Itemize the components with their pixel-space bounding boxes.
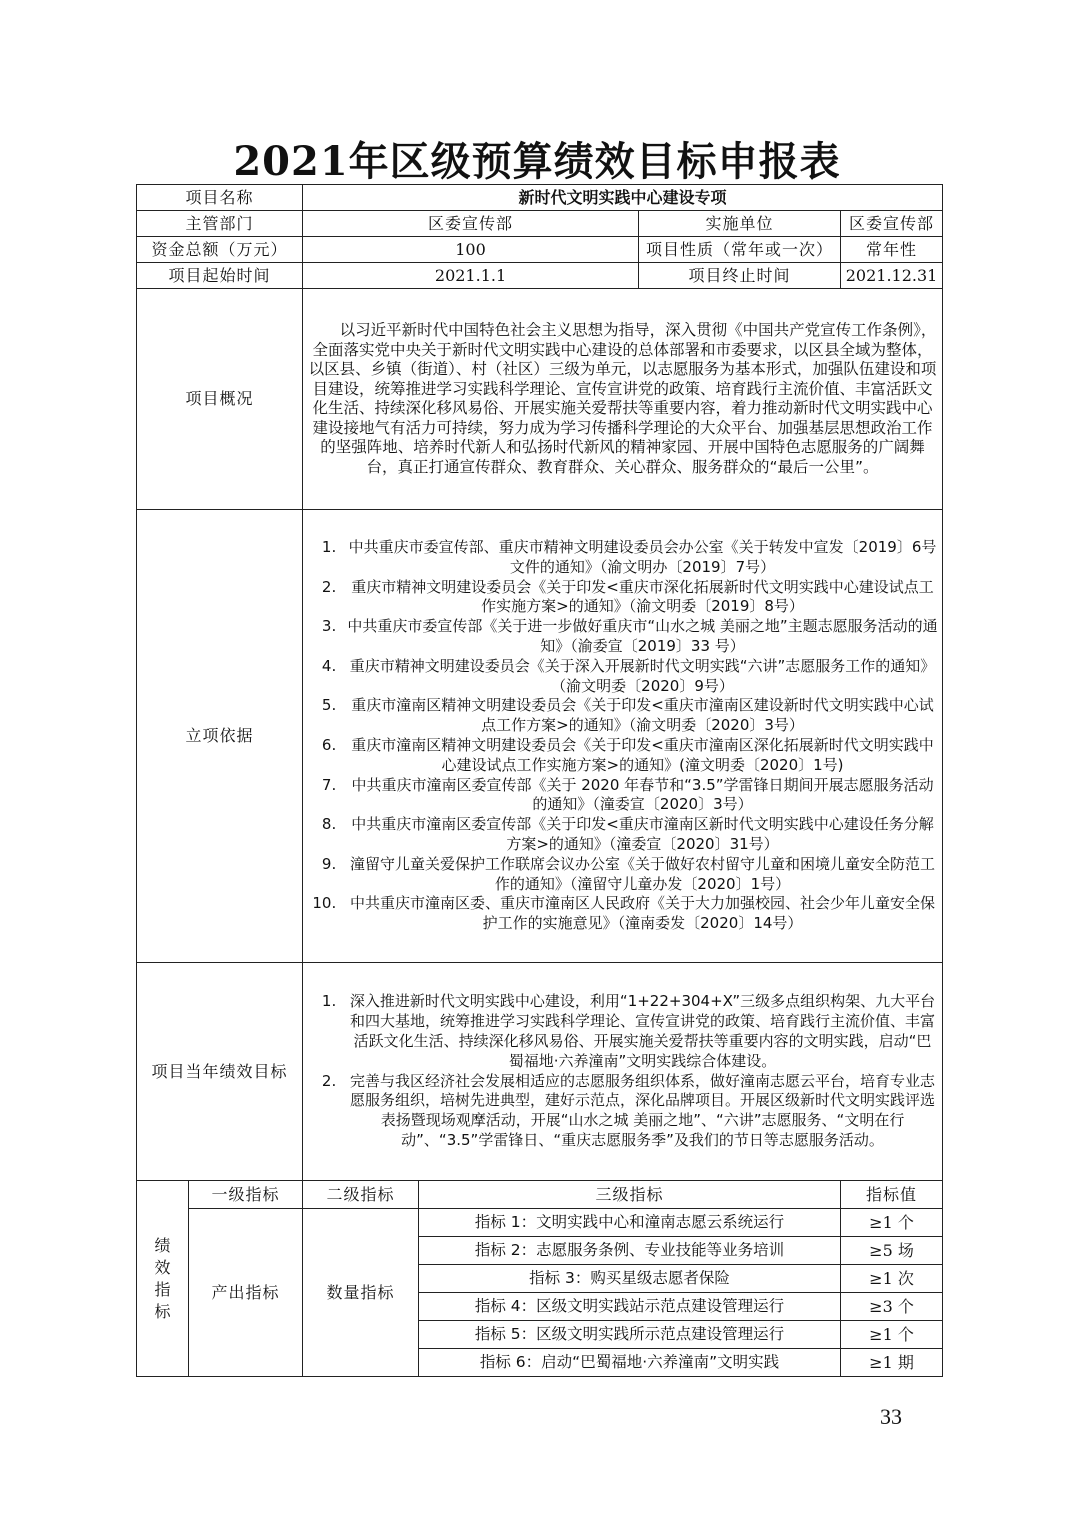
row-project-name [137, 185, 943, 211]
indicator-value: ≥1 期 [841, 1349, 943, 1377]
nature-value: 常年性 [841, 237, 943, 263]
basis-item: 1. 中共重庆市委宣传部、重庆市精神文明建设委员会办公室《关于转发中宣发〔2019〕6号文件的通知》（渝文明办〔2019〕7号） [341, 538, 938, 578]
basis-item: 7. 中共重庆市潼南区委宣传部《关于 2020 年春节和“3.5”学雷锋日期间开展志愿服务活动的通知》（潼委宣〔2020〕3号） [341, 776, 938, 816]
overview-text: 以习近平新时代中国特色社会主义思想为指导，深入贯彻《中国共产党宣传工作条例》，全面落实党中央关于新时代文明实践中心建设的总体部署和市委要求，以区县全域为整体，以区县、乡镇（街道）、村（社区）三级为单元，以志愿服务为基本形式，加强队伍建设和项目建设，统筹推进学习实践科学理论、宣传宣讲党的政策、培育践行主流价值、丰富活跃文化生活、持续深化移风易俗、开展实施关爱帮扶等重要内容，着力推动新时代文明实践中心建设接地气有活力可持续，努力成为学习传播科学理论的大众平台、加强基层思想政治工作的坚强阵地、培养时代新人和弘扬时代新风的精神家园、开展中国特色志愿服务的广阔舞台，真正打通宣传群众、教育群众、关心群众、服务群众的“最后一公里”。 [303, 289, 943, 510]
row-overview [137, 289, 943, 510]
basis-item: 9. 潼留守儿童关爱保护工作联席会议办公室《关于做好农村留守儿童和困境儿童安全防范工作的通知》（潼留守儿童办发〔2020〕1号） [341, 855, 938, 895]
row-time [137, 263, 943, 289]
indicator-row [137, 1209, 943, 1237]
dept-value: 区委宣传部 [303, 211, 639, 237]
project-name-value: 新时代文明实践中心建设专项 [303, 185, 943, 211]
dept-label: 主管部门 [137, 211, 303, 237]
indicator-header-row [137, 1181, 943, 1209]
row-basis [137, 510, 943, 963]
indicator-name: 指标 3：购买星级志愿者保险 [419, 1265, 841, 1293]
row-department [137, 211, 943, 237]
funds-label: 资金总额（万元） [137, 237, 303, 263]
indicator-name: 指标 5：区级文明实践所示范点建设管理运行 [419, 1321, 841, 1349]
end-time-value: 2021.12.31 [841, 263, 943, 289]
basis-item: 10. 中共重庆市潼南区委、重庆市潼南区人民政府《关于大力加强校园、社会少年儿童安全保护工作的实施意见》（潼南委发〔2020〕14号） [341, 894, 938, 934]
indicators-section-label: 绩效指标 [137, 1181, 189, 1377]
end-time-label: 项目终止时间 [639, 263, 841, 289]
indicator-value: ≥1 个 [841, 1321, 943, 1349]
level2-quantity: 数量指标 [303, 1209, 419, 1377]
level1-output: 产出指标 [189, 1209, 303, 1377]
goal-item: 1. 深入推进新时代文明实践中心建设，利用“1+22+304+X”三级多点组织构架、九大平台和四大基地，统筹推进学习实践科学理论、宣传宣讲党的政策、培育践行主流价值、丰富活跃文化生活、持续深化移风易俗、开展实施关爱帮扶等重要内容的文明实践，启动“巴蜀福地·六养潼南”文明实践综合体建设。 [341, 992, 938, 1071]
indicator-name: 指标 4：区级文明实践站示范点建设管理运行 [419, 1293, 841, 1321]
goal-item: 2. 完善与我区经济社会发展相适应的志愿服务组织体系，做好潼南志愿云平台，培育专业志愿服务组织，培树先进典型，建好示范点，深化品牌项目。开展区级新时代文明实践评选表扬暨现场观摩活动，开展“山水之城 美丽之地”、“六讲”志愿服务、“文明在行动”、“3.5”学雷锋日、“重庆志愿服务季”及我们的节日等志愿服务活动。 [341, 1072, 938, 1151]
basis-item: 5. 重庆市潼南区精神文明建设委员会《关于印发<重庆市潼南区建设新时代文明实践中心试点工作方案>的通知》（渝文明委〔2020〕3号） [341, 696, 938, 736]
start-time-value: 2021.1.1 [303, 263, 639, 289]
row-goals [137, 963, 943, 1181]
row-funds [137, 237, 943, 263]
budget-form-table [136, 184, 943, 1377]
indicator-value: ≥1 次 [841, 1265, 943, 1293]
basis-item: 8. 中共重庆市潼南区委宣传部《关于印发<重庆市潼南区新时代文明实践中心建设任务分解方案>的通知》（潼委宣〔2020〕31号） [341, 815, 938, 855]
header-level1: 一级指标 [189, 1181, 303, 1209]
overview-label: 项目概况 [137, 289, 303, 510]
indicator-name: 指标 2：志愿服务条例、专业技能等业务培训 [419, 1237, 841, 1265]
basis-content [303, 510, 943, 963]
page-number: 33 [880, 1404, 902, 1429]
impl-unit-value: 区委宣传部 [841, 211, 943, 237]
header-level3: 三级指标 [419, 1181, 841, 1209]
basis-label: 立项依据 [137, 510, 303, 963]
indicator-name: 指标 1：文明实践中心和潼南志愿云系统运行 [419, 1209, 841, 1237]
basis-item: 4. 重庆市精神文明建设委员会《关于深入开展新时代文明实践“六讲”志愿服务工作的通知》（渝文明委〔2020〕9号） [341, 657, 938, 697]
indicator-name: 指标 6：启动“巴蜀福地·六养潼南”文明实践 [419, 1349, 841, 1377]
indicator-value: ≥3 个 [841, 1293, 943, 1321]
goals-list [307, 992, 938, 1150]
header-value: 指标值 [841, 1181, 943, 1209]
page-title: 2021年区级预算绩效目标申报表 [233, 138, 841, 185]
project-name-label: 项目名称 [137, 185, 303, 211]
basis-list [307, 538, 938, 934]
impl-unit-label: 实施单位 [639, 211, 841, 237]
indicator-value: ≥1 个 [841, 1209, 943, 1237]
header-level2: 二级指标 [303, 1181, 419, 1209]
funds-value: 100 [303, 237, 639, 263]
nature-label: 项目性质（常年或一次） [639, 237, 841, 263]
goals-content [303, 963, 943, 1181]
basis-item: 3. 中共重庆市委宣传部《关于进一步做好重庆市“山水之城 美丽之地”主题志愿服务活动的通知》（渝委宣〔2019〕33 号） [341, 617, 938, 657]
start-time-label: 项目起始时间 [137, 263, 303, 289]
basis-item: 2. 重庆市精神文明建设委员会《关于印发<重庆市深化拓展新时代文明实践中心建设试点工作实施方案>的通知》（渝文明委〔2019〕8号） [341, 578, 938, 618]
basis-item: 6. 重庆市潼南区精神文明建设委员会《关于印发<重庆市潼南区深化拓展新时代文明实践中心建设试点工作实施方案>的通知》(潼文明委〔2020〕1号) [341, 736, 938, 776]
goals-label: 项目当年绩效目标 [137, 963, 303, 1181]
indicator-value: ≥5 场 [841, 1237, 943, 1265]
